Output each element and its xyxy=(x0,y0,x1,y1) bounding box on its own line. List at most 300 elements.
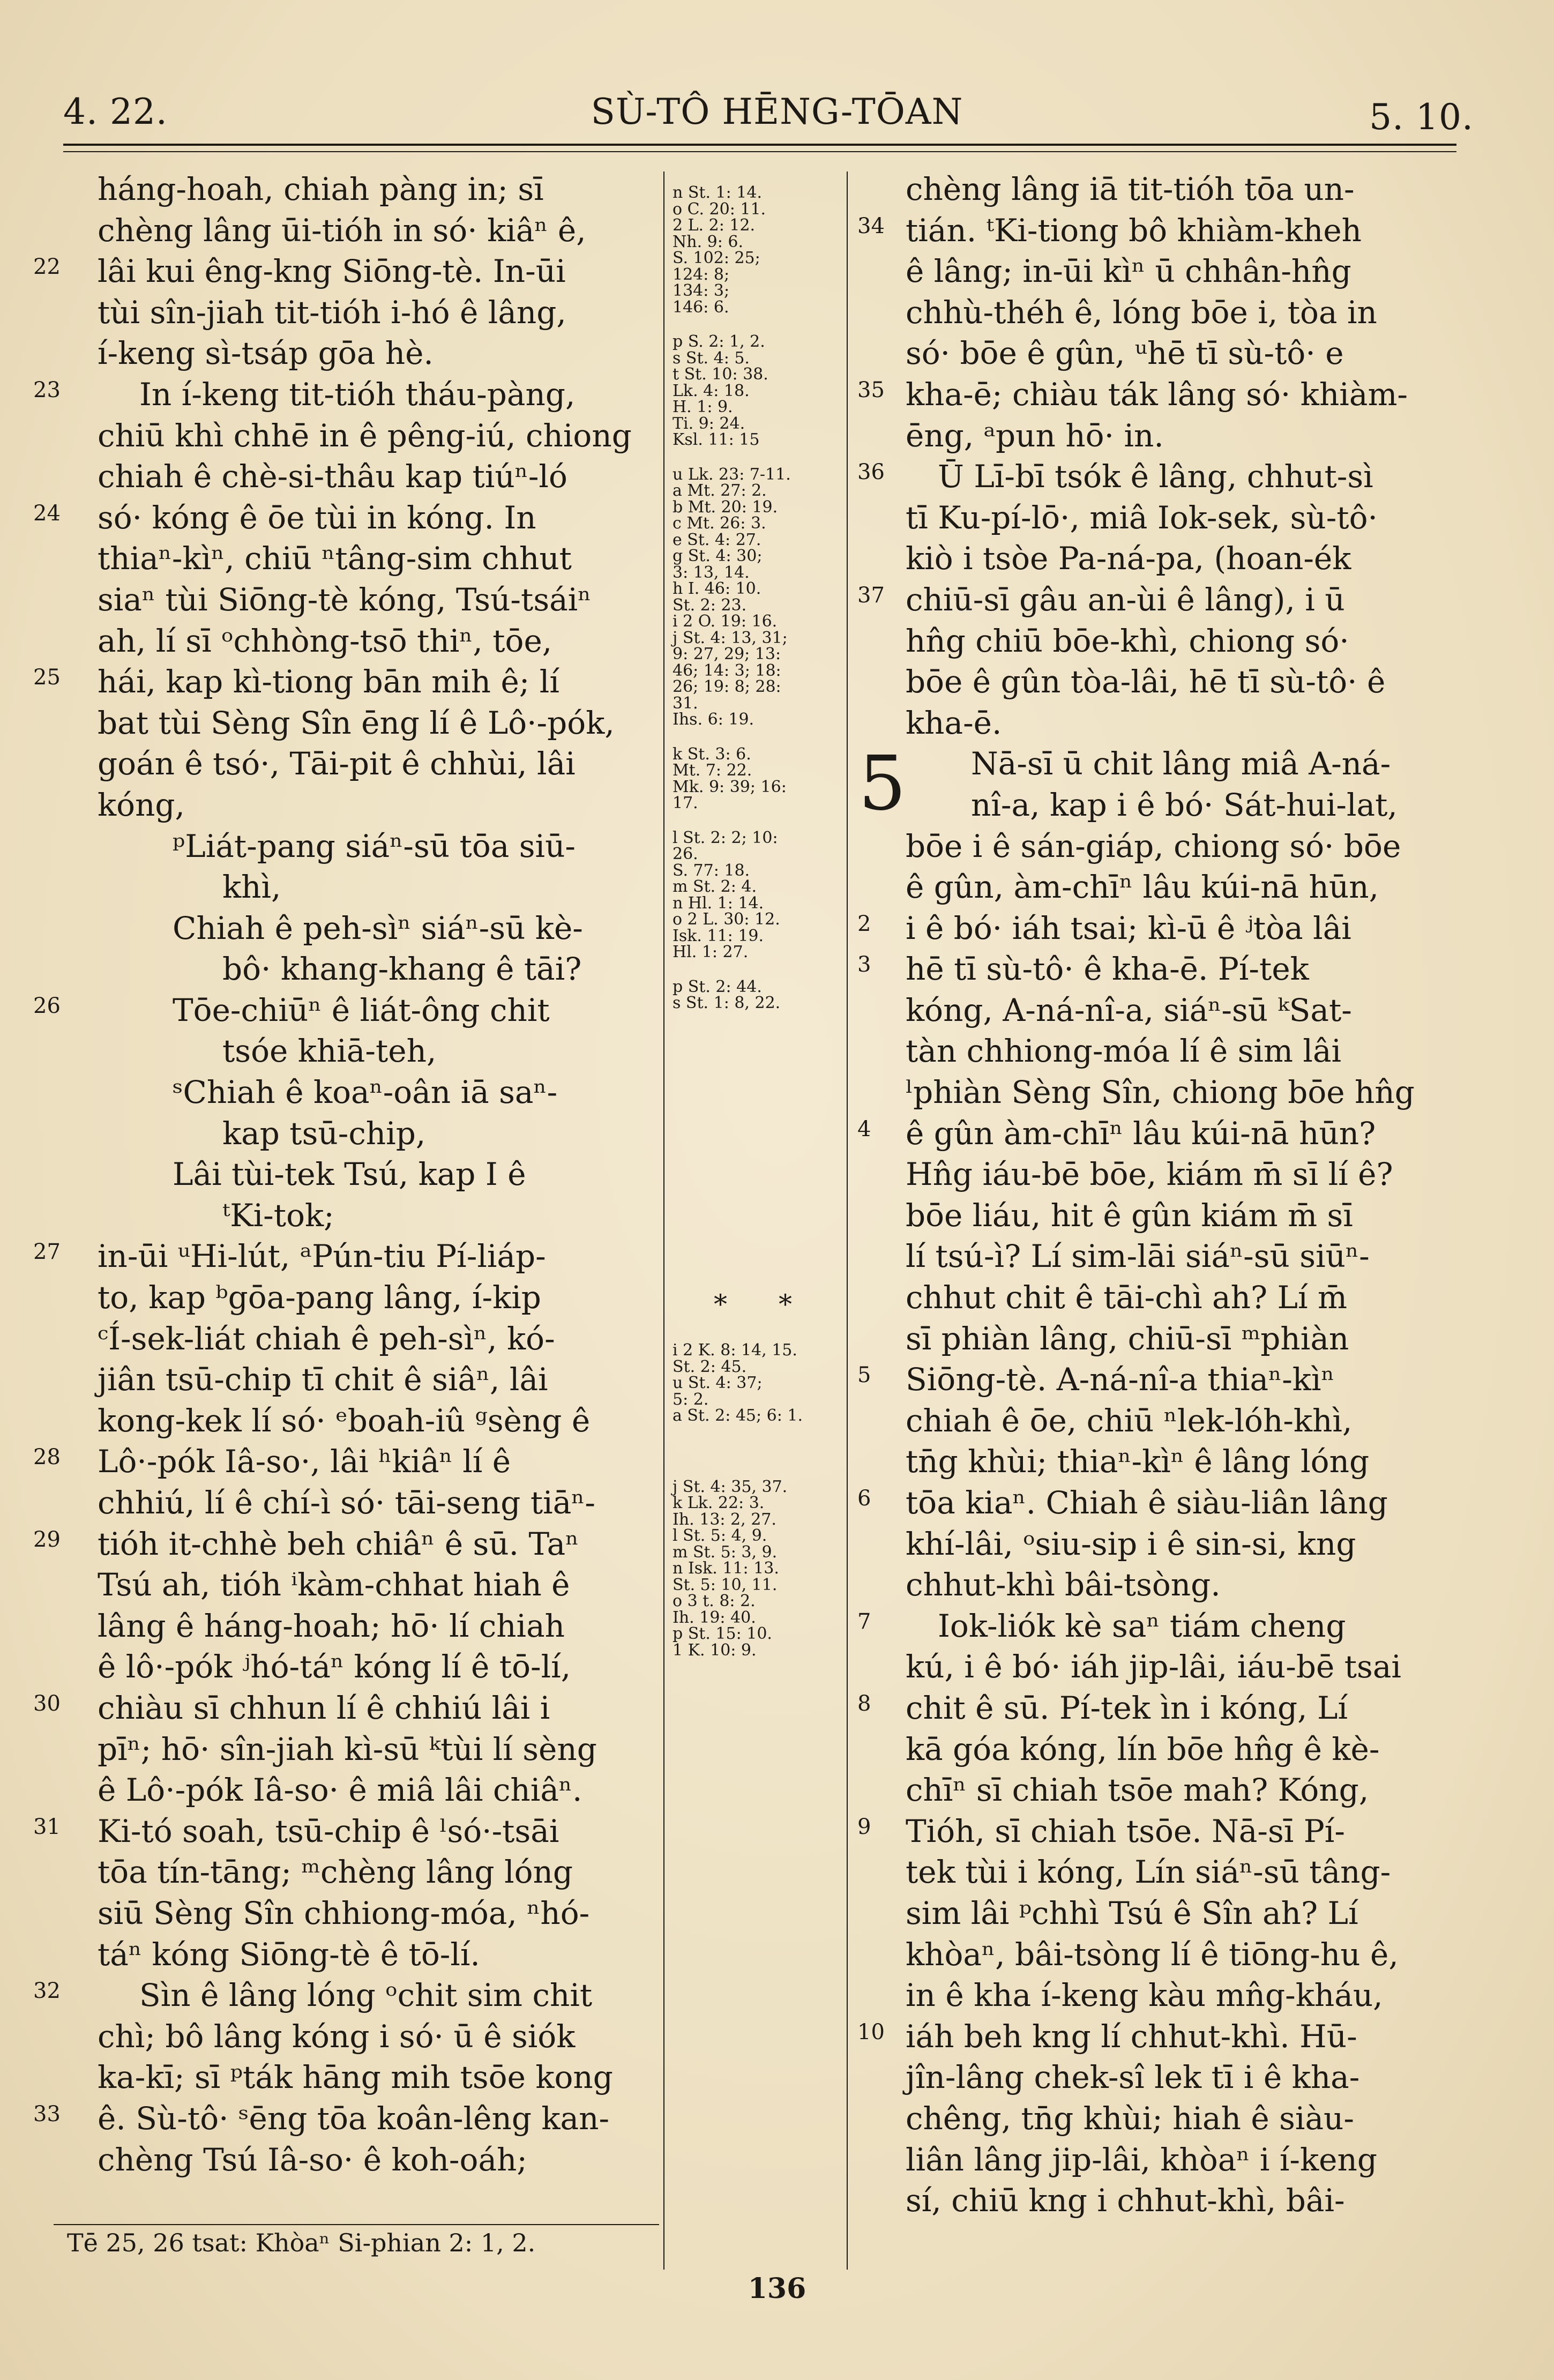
cross-reference: n St. 1: 14. xyxy=(673,183,762,202)
cross-reference: p S. 2: 1, 2. xyxy=(673,332,765,351)
text-line xyxy=(33,1236,659,1277)
verse-text: kiò i tsòe Pa-ná-pa, (hoan-ék xyxy=(906,540,1351,577)
verse-text: khòaⁿ, bâi-tsòng lí ê tiōng-hu ê, xyxy=(906,1936,1399,1973)
text-line xyxy=(54,1893,659,1934)
verse-text: kóng, A-ná-nî-a, siáⁿ-sū ᵏSat- xyxy=(906,991,1352,1028)
verse-text: Tsú ah, tióh ⁱkàm-chhat hiah ê xyxy=(98,1566,570,1603)
cross-reference: o 3 t. 8: 2. xyxy=(673,1592,756,1610)
text-line xyxy=(852,1400,1468,1442)
verse-number: 24 xyxy=(33,501,61,526)
verse-number: 33 xyxy=(33,2101,61,2127)
verse-text: tàn chhiong-móa lí ê sim lâi xyxy=(906,1033,1342,1070)
text-line xyxy=(54,2139,659,2181)
verse-text: jîn-lâng chek-sî lek tī i ê kha- xyxy=(906,2059,1360,2096)
verse-text: hn̂g chiū bōe-khì, chiong só· xyxy=(906,622,1349,659)
reference-gap xyxy=(673,728,844,747)
cross-reference-column xyxy=(673,185,844,1012)
verse-text: ka-kī; sī ᵖták hāng mih tsōe kong xyxy=(98,2059,613,2096)
verse-text: sī phiàn lâng, chiū-sī ᵐphiàn xyxy=(906,1320,1349,1357)
verse-text: chêng, tn̄g khùi; hiah ê siàu- xyxy=(906,2100,1355,2137)
page-number: 136 xyxy=(748,2272,806,2305)
cross-reference: l St. 5: 4, 9. xyxy=(673,1526,767,1545)
text-line xyxy=(54,169,659,210)
running-header xyxy=(0,86,1554,145)
cross-reference: Nh. 9: 6. xyxy=(673,232,743,251)
text-line xyxy=(54,579,659,621)
verse-text: chhù-théh ê, lóng bōe i, tòa in xyxy=(906,294,1377,331)
verse-text: ᶜÍ-sek-liát chiah ê peh-sìⁿ, kó- xyxy=(98,1320,555,1357)
verse-text: chīⁿ sī chiah tsōe mah? Kóng, xyxy=(906,1772,1369,1809)
verse-number: 22 xyxy=(33,255,61,280)
cross-reference: a St. 2: 45; 6: 1. xyxy=(673,1406,803,1425)
verse-text: chhiú, lí ê chí-ì só· tāi-seng tiāⁿ- xyxy=(98,1484,595,1521)
cross-reference: k St. 3: 6. xyxy=(673,744,751,764)
footnote-rule xyxy=(54,2224,659,2225)
verse-text: nî-a, kap i ê bó· Sát-hui-lat, xyxy=(971,786,1398,823)
cross-reference: St. 2: 23. xyxy=(673,595,747,615)
text-line xyxy=(852,1318,1468,1360)
verse-text: kha-ē; chiàu ták lâng só· khiàm- xyxy=(906,376,1408,413)
text-line xyxy=(54,949,659,990)
text-line xyxy=(852,661,1468,703)
reference-gap xyxy=(673,1424,844,1443)
text-line xyxy=(54,1113,659,1154)
text-line xyxy=(852,908,1468,949)
cross-reference: Lk. 4: 18. xyxy=(673,381,750,400)
verse-text: bōe i ê sán-giáp, chiong só· bōe xyxy=(906,827,1401,864)
verse-text: ᵗKi-tok; xyxy=(222,1197,334,1234)
text-line xyxy=(33,661,659,703)
text-line xyxy=(54,1400,659,1442)
text-line xyxy=(852,251,1468,292)
text-line xyxy=(852,990,1468,1031)
cross-reference: 5: 2. xyxy=(673,1390,709,1409)
text-line xyxy=(852,1359,1468,1400)
verse-text: ēng, ᵃpun hō· in. xyxy=(906,417,1164,454)
cross-reference: 31. xyxy=(673,693,698,713)
text-line xyxy=(54,1482,659,1524)
verse-text: to, kap ᵇgōa-pang lâng, í-kip xyxy=(98,1279,541,1316)
cross-reference: 134: 3; xyxy=(673,281,730,300)
text-line xyxy=(852,1441,1468,1482)
verse-text: hái, kap kì-tiong bān mih ê; lí xyxy=(98,663,559,700)
verse-text: khí-lâi, ᵒsiu-sip i ê sin-si, kng xyxy=(906,1525,1356,1562)
text-line xyxy=(33,1524,659,1565)
verse-text: só· bōe ê gûn, ᵘhē tī sù-tô· e xyxy=(906,335,1344,372)
text-line xyxy=(54,743,659,785)
cross-reference: p St. 15: 10. xyxy=(673,1624,772,1643)
verse-text: lâi kui êng-kng Siōng-tè. In-ūi xyxy=(98,253,566,290)
cross-reference: j St. 4: 13, 31; xyxy=(673,628,788,647)
verse-text: bōe liáu, hit ê gûn kiám m̄ sī xyxy=(906,1197,1353,1234)
header-rule-thin xyxy=(63,151,1456,152)
verse-text: Ki-tó soah, tsū-chip ê ˡsó·-tsāi xyxy=(98,1812,559,1849)
text-line xyxy=(54,1729,659,1770)
verse-number: 29 xyxy=(33,1527,61,1552)
verse-text: thiaⁿ-kìⁿ, chiū ⁿtâng-sim chhut xyxy=(98,540,572,577)
reference-gap xyxy=(673,316,844,334)
text-line xyxy=(852,333,1468,374)
text-line xyxy=(852,1482,1468,1524)
verse-text: tsóe khiā-teh, xyxy=(222,1033,437,1070)
text-line xyxy=(54,785,659,826)
verse-text: tióh it-chhè beh chiâⁿ ê sū. Taⁿ xyxy=(98,1525,579,1562)
verse-text: bô· khang-khang ê tāi? xyxy=(222,951,582,988)
text-line xyxy=(852,867,1468,908)
text-line xyxy=(54,2057,659,2098)
text-line xyxy=(33,990,659,1031)
verse-text: ê lô·-pók ʲhó-táⁿ kóng lí ê tō-lí, xyxy=(98,1648,571,1685)
verse-text: liân lâng jip-lâi, khòaⁿ i í-keng xyxy=(906,2141,1377,2178)
verse-text: Tōe-chiūⁿ ê liát-ông chit xyxy=(173,991,550,1028)
text-line xyxy=(54,1195,659,1236)
verse-text: kóng, xyxy=(98,786,185,823)
cross-reference: S. 102: 25; xyxy=(673,249,760,267)
cross-reference: 1 K. 10: 9. xyxy=(673,1640,757,1660)
verse-text: táⁿ kóng Siōng-tè ê tō-lí. xyxy=(98,1936,480,1973)
text-line xyxy=(852,210,1468,251)
verse-number: 5 xyxy=(857,1363,871,1388)
verse-number: 30 xyxy=(33,1691,61,1716)
verse-text: in ê kha í-keng kàu mn̂g-kháu, xyxy=(906,1977,1383,2014)
cross-reference: 3: 13, 14. xyxy=(673,563,750,582)
text-line xyxy=(852,2139,1468,2181)
verse-text: hē tī sù-tô· ê kha-ē. Pí-tek xyxy=(906,951,1309,988)
cross-reference: 46; 14: 3; 18: xyxy=(673,661,781,680)
text-line xyxy=(852,1852,1468,1893)
text-line xyxy=(852,1893,1468,1934)
verse-number: 7 xyxy=(857,1609,871,1634)
verse-number: 9 xyxy=(857,1814,871,1839)
text-line xyxy=(852,292,1468,333)
verse-text: ê gûn àm-chīⁿ lâu kúi-nā hūn? xyxy=(906,1115,1376,1152)
cross-reference: s St. 1: 8, 22. xyxy=(673,994,781,1012)
verse-text: só· kóng ê ōe tùi in kóng. In xyxy=(98,499,536,536)
cross-reference: e St. 4: 27. xyxy=(673,530,761,549)
text-line xyxy=(54,1277,659,1318)
cross-reference: S. 77: 18. xyxy=(673,861,750,880)
text-line xyxy=(33,497,659,539)
verse-text: Nā-sī ū chit lâng miâ A-ná- xyxy=(971,745,1391,782)
cross-references-bottom xyxy=(673,1342,844,1659)
text-line xyxy=(54,1770,659,1811)
cross-reference: l St. 2: 2; 10: xyxy=(673,828,778,847)
verse-number: 2 xyxy=(857,911,871,936)
text-line xyxy=(54,1606,659,1647)
text-line xyxy=(852,949,1468,990)
cross-reference: n Hl. 1: 14. xyxy=(673,893,764,913)
text-line xyxy=(54,1646,659,1688)
verse-text: Lô·-pók Iâ-so·, lâi ʰkiâⁿ lí ê xyxy=(98,1443,511,1480)
text-line xyxy=(54,908,659,949)
text-line xyxy=(852,538,1468,579)
text-line xyxy=(852,1811,1468,1852)
verse-text: chèng lâng iā tit-tióh tōa un- xyxy=(906,171,1355,207)
verse-text: ê Lô·-pók Iâ-so· ê miâ lâi chiâⁿ. xyxy=(98,1772,582,1809)
text-line xyxy=(852,1729,1468,1770)
text-line xyxy=(852,2098,1468,2139)
verse-text: chhut-khì bâi-tsòng. xyxy=(906,1566,1221,1603)
text-line xyxy=(852,1236,1468,1277)
column-divider-right xyxy=(847,171,848,2270)
verse-text: kha-ē. xyxy=(906,704,1002,741)
verse-text: chiū-sī gâu an-ùi ê lâng), i ū xyxy=(906,581,1345,618)
reference-gap xyxy=(673,961,844,979)
verse-text: lâng ê háng-hoah; hō· lí chiah xyxy=(98,1607,565,1644)
verse-text: chèng Tsú Iâ-so· ê koh-oáh; xyxy=(98,2141,527,2178)
text-line xyxy=(852,579,1468,621)
text-line xyxy=(852,456,1468,497)
verse-text: kap tsū-chip, xyxy=(222,1115,426,1152)
verse-text: in-ūi ᵘHi-lút, ᵃPún-tiu Pí-liáp- xyxy=(98,1238,546,1275)
right-text-column xyxy=(852,169,1468,2221)
verse-text: chiah ê chè-si-thâu kap tiúⁿ-ló xyxy=(98,458,567,495)
text-line xyxy=(852,1975,1468,2016)
cross-reference: m St. 5: 3, 9. xyxy=(673,1542,778,1562)
verse-text: Siōng-tè. A-ná-nî-a thiaⁿ-kìⁿ xyxy=(906,1361,1335,1398)
text-line xyxy=(852,1277,1468,1318)
left-text-column xyxy=(33,169,659,2180)
verse-text: chhut chit ê tāi-chì ah? Lí m̄ xyxy=(906,1279,1348,1316)
reference-gap xyxy=(673,812,844,830)
text-line xyxy=(54,456,659,497)
cross-reference: 146: 6. xyxy=(673,297,729,317)
cross-reference: 17. xyxy=(673,794,698,812)
verse-text: Lâi tùi-tek Tsú, kap I ê xyxy=(173,1156,526,1193)
text-line xyxy=(33,1688,659,1729)
verse-text: ˡphiàn Sèng Sîn, chiong bōe hn̂g xyxy=(906,1074,1415,1111)
verse-number: 26 xyxy=(33,993,61,1018)
cross-reference: Ti. 9: 24. xyxy=(673,414,745,433)
verse-text: chèng lâng ūi-tióh in só· kiâⁿ ê, xyxy=(98,212,586,249)
text-line xyxy=(54,292,659,333)
cross-reference: i 2 O. 19: 16. xyxy=(673,612,778,631)
verse-text: pīⁿ; hō· sîn-jiah kì-sū ᵏtùi lí sèng xyxy=(98,1730,597,1767)
cross-reference: Mk. 9: 39; 16: xyxy=(673,777,787,796)
cross-reference: b Mt. 20: 19. xyxy=(673,497,778,517)
cross-reference: 26. xyxy=(673,845,698,863)
verse-text: jiân tsū-chip tī chit ê siâⁿ, lâi xyxy=(98,1361,548,1398)
text-line xyxy=(852,374,1468,415)
cross-reference: i 2 K. 8: 14, 15. xyxy=(673,1341,797,1360)
reference-gap xyxy=(673,1461,844,1479)
verse-text: siaⁿ tùi Siōng-tè kóng, Tsú-tsáiⁿ xyxy=(98,581,592,618)
text-line xyxy=(852,2180,1468,2221)
text-line xyxy=(54,538,659,579)
verse-text: siū Sèng Sîn chhiong-móa, ⁿhó- xyxy=(98,1894,590,1931)
verse-number: 27 xyxy=(33,1240,61,1265)
text-line xyxy=(54,1852,659,1893)
verse-number: 8 xyxy=(857,1691,871,1716)
column-divider-left xyxy=(663,171,664,2270)
text-line xyxy=(852,1195,1468,1236)
verse-text: iáh beh kng lí chhut-khì. Hū- xyxy=(906,2018,1357,2055)
cross-reference: a Mt. 27: 2. xyxy=(673,481,767,500)
cross-reference: p St. 2: 44. xyxy=(673,977,762,996)
text-line xyxy=(852,621,1468,662)
text-line xyxy=(852,1770,1468,1811)
text-line xyxy=(852,2016,1468,2057)
verse-text: lí tsú-ì? Lí sim-lāi siáⁿ-sū siūⁿ- xyxy=(906,1238,1370,1275)
text-line xyxy=(54,210,659,251)
text-line xyxy=(54,415,659,457)
verse-text: sí, chiū kng i chhut-khì, bâi- xyxy=(906,2182,1345,2219)
text-line xyxy=(54,1318,659,1360)
text-line xyxy=(852,785,1468,826)
text-line xyxy=(33,374,659,415)
verse-number: 31 xyxy=(33,1814,61,1839)
cross-reference: j St. 4: 35, 37. xyxy=(673,1477,788,1496)
cross-reference: t St. 10: 38. xyxy=(673,365,768,384)
verse-text: í-keng sì-tsáp gōa hè. xyxy=(98,335,434,372)
text-line xyxy=(33,1811,659,1852)
verse-text: tián. ᵗKi-tiong bô khiàm-kheh xyxy=(906,212,1362,249)
text-line xyxy=(852,1072,1468,1113)
verse-text: kā góa kóng, lín bōe hn̂g ê kè- xyxy=(906,1730,1380,1767)
verse-text: Ū Lī-bī tsók ê lâng, chhut-sì xyxy=(938,458,1373,495)
text-line xyxy=(54,826,659,867)
verse-text: chiū khì chhē in ê pêng-iú, chiong xyxy=(98,417,632,454)
chapter-number: 5 xyxy=(858,740,907,828)
text-line xyxy=(54,1934,659,1975)
cross-reference: Ih. 19: 40. xyxy=(673,1608,756,1627)
verse-text: ah, lí sī ᵒchhòng-tsō thiⁿ, tōe, xyxy=(98,622,552,659)
verse-text: khì, xyxy=(222,869,281,906)
verse-text: ᵖLiát-pang siáⁿ-sū tōa siū- xyxy=(173,827,576,864)
cross-reference: Hl. 1: 27. xyxy=(673,943,749,961)
cross-reference: Ksl. 11: 15 xyxy=(673,430,760,449)
verse-number: 25 xyxy=(33,665,61,690)
text-line xyxy=(54,2016,659,2057)
verse-text: chiàu sī chhun lí ê chhiú lâi i xyxy=(98,1689,550,1726)
verse-number: 34 xyxy=(857,213,885,238)
cross-reference: g St. 4: 30; xyxy=(673,547,763,565)
text-line xyxy=(54,1564,659,1606)
text-line xyxy=(54,867,659,908)
verse-number: 28 xyxy=(33,1445,61,1470)
verse-text: tùi sîn-jiah tit-tióh i-hó ê lâng, xyxy=(98,294,566,331)
text-line xyxy=(852,2057,1468,2098)
verse-text: ˢChiah ê koaⁿ-oân iā saⁿ- xyxy=(173,1074,558,1111)
text-line xyxy=(54,1072,659,1113)
verse-text: bat tùi Sèng Sîn ēng lí ê Lô·-pók, xyxy=(98,704,615,741)
text-line xyxy=(33,1441,659,1482)
cross-references-top xyxy=(673,185,844,1012)
cross-reference: n Isk. 11: 13. xyxy=(673,1559,779,1578)
text-line xyxy=(33,251,659,292)
cross-reference: k Lk. 22: 3. xyxy=(673,1494,765,1512)
reference-gap xyxy=(673,1443,844,1461)
reference-separator-stars: * * xyxy=(714,1289,813,1320)
verse-text: ê lâng; in-ūi kìⁿ ū chhân-hn̂g xyxy=(906,253,1351,290)
cross-reference: H. 1: 9. xyxy=(673,398,733,416)
text-line xyxy=(852,703,1468,744)
verse-number: 32 xyxy=(33,1979,61,2004)
verse-text: Iok-liók kè saⁿ tiám cheng xyxy=(938,1607,1346,1644)
verse-text: Tióh, sī chiah tsōe. Nā-sī Pí- xyxy=(906,1812,1345,1849)
cross-reference: St. 2: 45. xyxy=(673,1357,747,1376)
text-line xyxy=(852,1524,1468,1565)
text-line xyxy=(54,1031,659,1072)
text-line xyxy=(852,1154,1468,1195)
text-line xyxy=(852,1031,1468,1072)
text-line xyxy=(852,497,1468,539)
text-line xyxy=(852,169,1468,210)
cross-reference: u St. 4: 37; xyxy=(673,1374,763,1392)
verse-text: Chiah ê peh-sìⁿ siáⁿ-sū kè- xyxy=(173,909,583,946)
verse-text: goán ê tsó·, Tāi-pit ê chhùi, lâi xyxy=(98,745,576,782)
cross-reference: 26; 19: 8; 28: xyxy=(673,677,781,696)
cross-reference: St. 5: 10, 11. xyxy=(673,1575,778,1594)
verse-number: 4 xyxy=(857,1116,871,1141)
verse-text: tek tùi i kóng, Lín siáⁿ-sū tâng- xyxy=(906,1854,1391,1891)
text-line xyxy=(33,1975,659,2016)
cross-reference: u Lk. 23: 7-11. xyxy=(673,465,791,484)
header-right-reference: 5. 10. xyxy=(1369,96,1474,138)
verse-text: bōe ê gûn tòa-lâi, hē tī sù-tô· ê xyxy=(906,663,1386,700)
text-line xyxy=(852,1688,1468,1729)
cross-reference: Ihs. 6: 19. xyxy=(673,710,754,729)
text-line xyxy=(54,333,659,374)
verse-text: ê gûn, àm-chīⁿ lâu kúi-nā hūn, xyxy=(906,869,1379,906)
verse-number: 6 xyxy=(857,1486,871,1511)
verse-text: chit ê sū. Pí-tek ìn i kóng, Lí xyxy=(906,1689,1348,1726)
verse-text: tn̄g khùi; thiaⁿ-kìⁿ ê lâng lóng xyxy=(906,1443,1370,1480)
footnote: Tē 25, 26 tsat: Khòaⁿ Si-phian 2: 1, 2. xyxy=(67,2228,536,2257)
text-line xyxy=(852,415,1468,457)
header-left-reference: 4. 22. xyxy=(63,91,168,132)
text-line xyxy=(852,826,1468,867)
text-line xyxy=(33,2098,659,2139)
cross-reference: s St. 4: 5. xyxy=(673,348,750,368)
text-line xyxy=(54,703,659,744)
cross-reference: Ih. 13: 2, 27. xyxy=(673,1510,776,1529)
verse-text: Sìn ê lâng lóng ᵒchit sim chit xyxy=(139,1977,593,2014)
verse-text: i ê bó· iáh tsai; kì-ū ê ʲtòa lâi xyxy=(906,909,1351,946)
verse-number: 10 xyxy=(857,2019,885,2045)
verse-text: tōa kiaⁿ. Chiah ê siàu-liân lâng xyxy=(906,1484,1388,1521)
text-line xyxy=(54,1359,659,1400)
header-rule-thick xyxy=(63,144,1456,146)
verse-text: chì; bô lâng kóng i só· ū ê siók xyxy=(98,2018,576,2055)
verse-number: 3 xyxy=(857,952,871,978)
text-line xyxy=(54,1154,659,1195)
cross-reference: m St. 2: 4. xyxy=(673,877,757,896)
text-line xyxy=(852,1113,1468,1154)
verse-text: háng-hoah, chiah pàng in; sī xyxy=(98,171,544,207)
verse-text: kong-kek lí só· ᵉboah-iû ᵍsèng ê xyxy=(98,1402,591,1439)
cross-reference: Mt. 7: 22. xyxy=(673,761,752,780)
verse-text: sim lâi ᵖchhì Tsú ê Sîn ah? Lí xyxy=(906,1894,1358,1931)
cross-reference: h I. 46: 10. xyxy=(673,579,761,598)
verse-text: kú, i ê bó· iáh jip-lâi, iáu-bē tsai xyxy=(906,1648,1401,1685)
text-line xyxy=(852,1934,1468,1975)
cross-reference: 2 L. 2: 12. xyxy=(673,216,756,235)
verse-text: tōa tín-tāng; ᵐchèng lâng lóng xyxy=(98,1854,573,1891)
cross-reference: Isk. 11: 19. xyxy=(673,926,764,945)
cross-reference: o C. 20: 11. xyxy=(673,199,766,219)
cross-reference-column-lower xyxy=(673,1342,844,1659)
verse-number: 23 xyxy=(33,377,61,402)
reference-gap xyxy=(673,449,844,467)
verse-number: 37 xyxy=(857,583,885,608)
verse-text: ê. Sù-tô· ˢēng tōa koân-lêng kan- xyxy=(98,2100,610,2137)
cross-reference: 9: 27, 29; 13: xyxy=(673,645,781,663)
text-line xyxy=(54,621,659,662)
verse-text: tī Ku-pí-lō·, miâ Iok-sek, sù-tô· xyxy=(906,499,1378,536)
cross-reference: o 2 L. 30: 12. xyxy=(673,910,780,929)
cross-reference: 124: 8; xyxy=(673,265,730,284)
